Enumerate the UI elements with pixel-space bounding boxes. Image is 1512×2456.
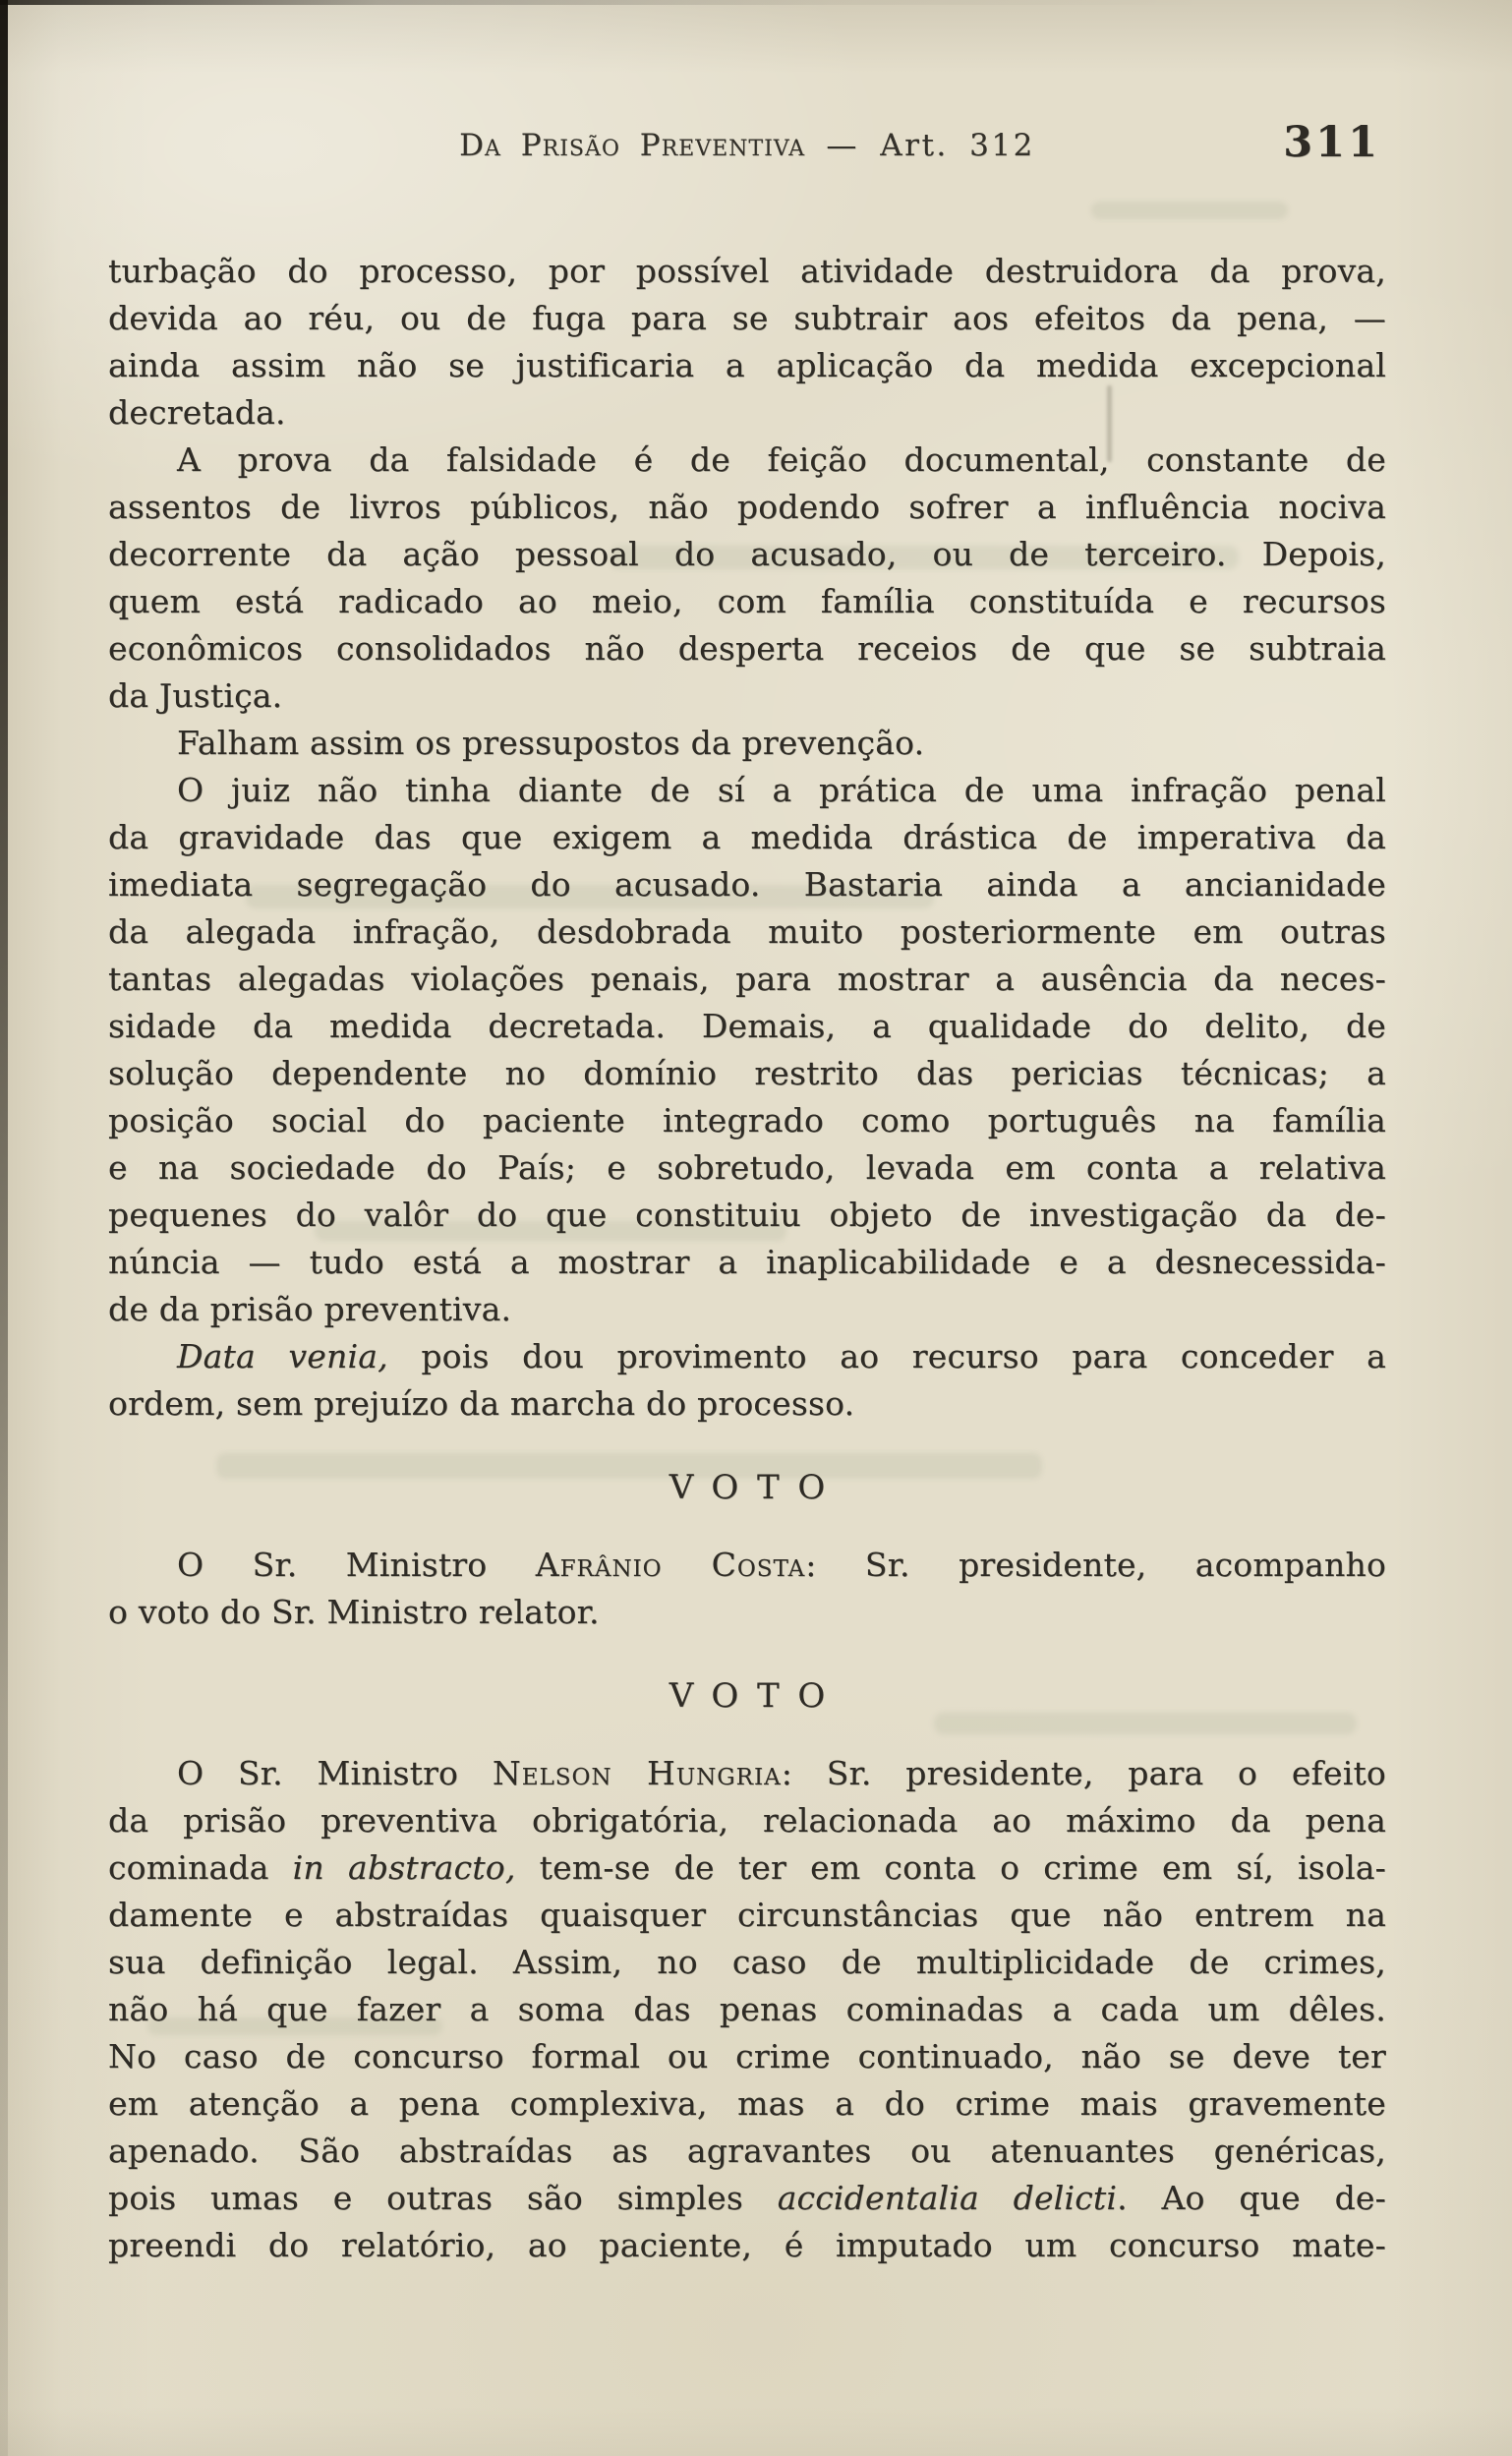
text-line: [108, 1050, 1386, 1097]
body-text: : Sr. presidente, acompanho: [805, 1546, 1386, 1584]
body-text: sidade da medida decretada. Demais, a qualidade do delito, de: [108, 1007, 1386, 1045]
body-text: pois umas e outras são simples: [108, 2179, 778, 2217]
text-line: [108, 2175, 1386, 2222]
text-line: [108, 531, 1386, 578]
text-line: [108, 2128, 1386, 2175]
page-number: 311: [1283, 118, 1380, 167]
text-line: [108, 1844, 1386, 1892]
text-line: [108, 625, 1386, 672]
text-line: [108, 1239, 1386, 1286]
text-line: [108, 2033, 1386, 2080]
body-text: preendi do relatório, ao paciente, é imputado um concurso mate-: [108, 2226, 1386, 2264]
running-head-title: Da Prisão Preventiva: [459, 128, 806, 163]
italic-text: Data venia,: [177, 1337, 388, 1375]
body-text: Falham assim os pressupostos da prevenção.: [177, 724, 925, 762]
body-text: quem está radicado ao meio, com família constituída e recursos: [108, 582, 1386, 620]
body-text: devida ao réu, ou de fuga para se subtrair aos efeitos da pena, —: [108, 299, 1386, 337]
body-text: O Sr. Ministro: [177, 1754, 493, 1792]
text-line: [108, 1750, 1386, 1797]
body-text: tantas alegadas violações penais, para mostrar a ausência da neces-: [108, 960, 1386, 998]
body-text: tem-se de ter em conta o crime em sí, isola-: [515, 1848, 1386, 1887]
text-line: [108, 437, 1386, 484]
body-text: da prisão preventiva obrigatória, relacionada ao máximo da pena: [108, 1801, 1386, 1840]
text-line: [108, 1003, 1386, 1050]
text-line: [108, 720, 1386, 767]
text-line: [108, 1286, 1386, 1333]
page-body: [108, 248, 1386, 2269]
text-line: [108, 1589, 1386, 1636]
text-line: [108, 1986, 1386, 2033]
body-text: assentos de livros públicos, não podendo sofrer a influência nociva: [108, 488, 1386, 526]
body-text: O Sr. Ministro: [177, 1546, 536, 1584]
body-text: sua definição legal. Assim, no caso de multiplicidade de crimes,: [108, 1943, 1386, 1981]
body-text: decorrente da ação pessoal do acusado, ou de terceiro. Depois,: [108, 535, 1386, 573]
body-text: posição social do paciente integrado como português na família: [108, 1101, 1386, 1140]
text-line: [108, 1333, 1386, 1380]
text-line: [108, 1144, 1386, 1192]
body-text: núncia — tudo está a mostrar a inaplicabilidade e a desnecessida-: [108, 1243, 1386, 1281]
body-text: de da prisão preventiva.: [108, 1290, 512, 1328]
body-text: da Justiça.: [108, 676, 283, 715]
text-line: [108, 1797, 1386, 1844]
running-head-article: — Art. 312: [805, 128, 1035, 163]
text-line: [108, 342, 1386, 389]
text-line: [108, 814, 1386, 861]
text-line: [108, 295, 1386, 342]
body-text: A prova da falsidade é de feição documental, constante de: [177, 440, 1386, 479]
body-text: pequenes do valôr do que constituiu objeto de investigação da de-: [108, 1196, 1386, 1234]
text-line: [108, 389, 1386, 437]
text-line: [108, 908, 1386, 956]
text-line: [108, 1380, 1386, 1428]
body-text: O juiz não tinha diante de sí a prática de uma infração penal: [177, 771, 1386, 809]
section-heading: VOTO: [669, 1468, 843, 1507]
text-line: [108, 2080, 1386, 2128]
body-text: damente e abstraídas quaisquer circunstâncias que não entrem na: [108, 1896, 1386, 1934]
body-text: No caso de concurso formal ou crime continuado, não se deve ter: [108, 2037, 1386, 2076]
body-text: cominada: [108, 1848, 293, 1887]
text-line: [108, 1892, 1386, 1939]
text-line: [108, 1097, 1386, 1144]
body-text: ordem, sem prejuízo da marcha do processo.: [108, 1384, 855, 1423]
text-line: [108, 1542, 1386, 1589]
text-line: [108, 767, 1386, 814]
body-text: imediata segregação do acusado. Bastaria ainda a ancianidade: [108, 865, 1386, 904]
text-line: [108, 1939, 1386, 1986]
body-text: : Sr. presidente, para o efeito: [781, 1754, 1386, 1792]
body-text: econômicos consolidados não desperta receios de que se subtraia: [108, 629, 1386, 668]
running-head: [108, 126, 1386, 165]
text-line: [108, 672, 1386, 720]
body-text: apenado. São abstraídas as agravantes ou atenuantes genéricas,: [108, 2132, 1386, 2170]
scan-edge-left: [0, 0, 8, 2456]
scan-edge-top: [0, 0, 1512, 5]
body-text: da alegada infração, desdobrada muito posteriormente em outras: [108, 912, 1386, 951]
body-text: turbação do processo, por possível atividade destruidora da prova,: [108, 252, 1386, 290]
body-text: o voto do Sr. Ministro relator.: [108, 1593, 600, 1631]
text-line: [108, 956, 1386, 1003]
section-heading: VOTO: [669, 1676, 843, 1716]
body-text: . Ao que de-: [1117, 2179, 1386, 2217]
body-text: ainda assim não se justificaria a aplicação da medida excepcional: [108, 346, 1386, 384]
body-text: em atenção a pena complexiva, mas a do crime mais gravemente: [108, 2084, 1386, 2123]
smallcaps-name: Afrânio Costa: [535, 1546, 806, 1584]
smallcaps-name: Nelson Hungria: [492, 1754, 782, 1792]
body-text: não há que fazer a soma das penas cominadas a cada um dêles.: [108, 1990, 1386, 2028]
body-text: da gravidade das que exigem a medida drástica de imperativa da: [108, 818, 1386, 856]
body-text: decretada.: [108, 393, 286, 432]
body-text: pois dou provimento ao recurso para conceder a: [387, 1337, 1386, 1375]
body-text: e na sociedade do País; e sobretudo, levada em conta a relativa: [108, 1148, 1386, 1187]
text-line: [108, 578, 1386, 625]
text-line: [108, 1192, 1386, 1239]
text-line: [108, 2222, 1386, 2269]
italic-text: accidentalia delicti: [777, 2179, 1118, 2217]
body-text: solução dependente no domínio restrito das pericias técnicas; a: [108, 1054, 1386, 1092]
text-line: [108, 861, 1386, 908]
text-line: [108, 248, 1386, 295]
text-line: [108, 484, 1386, 531]
italic-text: in abstracto,: [292, 1848, 516, 1887]
